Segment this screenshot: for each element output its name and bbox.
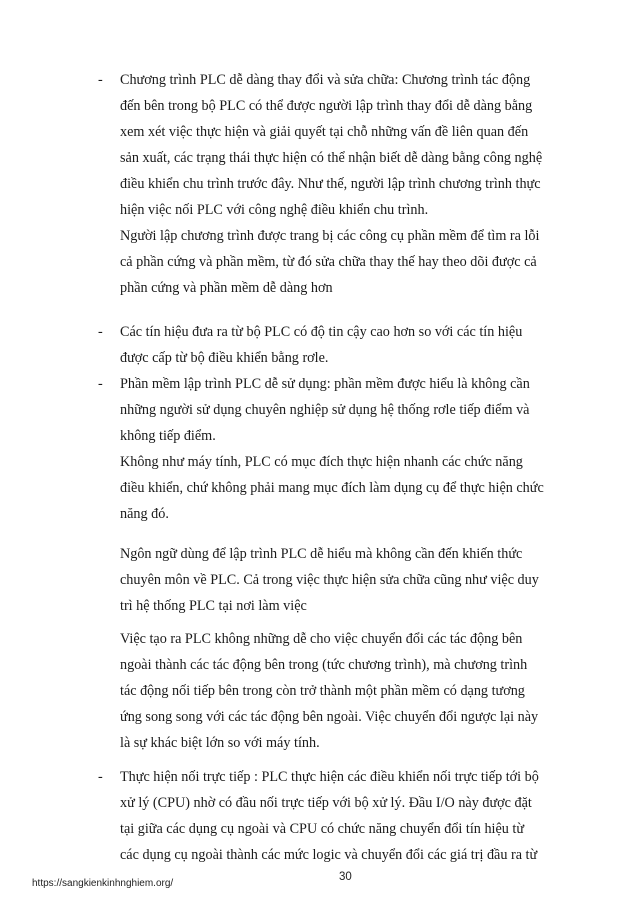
paragraph-1	[98, 67, 580, 301]
paragraph-3	[98, 371, 580, 527]
text-line: được cấp từ bộ điều khiển bằng rơle.	[120, 350, 329, 366]
text-line: cả phần cứng và phần mềm, từ đó sửa chữa thay thế hay theo dõi được cả	[120, 254, 537, 270]
text-line: trì hệ thống PLC tại nơi làm việc	[120, 598, 307, 614]
text-line: chuyên môn về PLC. Cả trong việc thực hiện sửa chữa cũng như việc duy	[120, 572, 539, 588]
text-line: hiện việc nối PLC với công nghệ điều khiển chu trình.	[120, 202, 429, 218]
paragraph-2	[98, 319, 580, 371]
paragraph-4	[120, 541, 580, 619]
text-line: Chương trình PLC dễ dàng thay đổi và sửa chữa: Chương trình tác động	[120, 72, 531, 88]
bullet-dash: -	[98, 376, 103, 392]
text-line: xử lý (CPU) nhờ có đầu nối trực tiếp với bộ xử lý. Đầu I/O này được đặt	[120, 795, 532, 811]
page-number: 30	[339, 871, 352, 883]
text-line: là sự khác biệt lớn so với máy tính.	[120, 735, 320, 751]
text-line: Thực hiện nối trực tiếp : PLC thực hiện các điều khiển nối trực tiếp tới bộ	[120, 769, 539, 785]
text-line: không tiếp điểm.	[120, 428, 216, 444]
bullet-dash: -	[98, 324, 103, 340]
paragraph-6	[98, 764, 580, 868]
text-line: ngoài thành các tác động bên trong (tức chương trình), mà chương trình	[120, 657, 528, 673]
bullet-dash: -	[98, 769, 103, 785]
text-line: tác động nối tiếp bên trong còn trở thành một phần mềm có dạng tương	[120, 683, 525, 699]
text-line: điều khiển, chứ không phải mang mục đích làm dụng cụ để thực hiện chức	[120, 480, 544, 496]
text-line: Ngôn ngữ dùng để lập trình PLC dễ hiểu mà không cần đến khiến thức	[120, 546, 523, 562]
text-line: phần cứng và phần mềm dễ dàng hơn	[120, 280, 333, 296]
text-line: Không như máy tính, PLC có mục đích thực hiện nhanh các chức năng	[120, 454, 523, 470]
text-line: sản xuất, các trạng thái thực hiện có thể nhận biết dễ dàng bằng công nghệ	[120, 150, 543, 166]
text-line: tại giữa các dụng cụ ngoài và CPU có chức năng chuyển đổi tín hiệu từ	[120, 821, 525, 837]
text-line: những người sử dụng chuyên nghiệp sử dụng hệ thống rơle tiếp điểm và	[120, 402, 530, 418]
text-line: đến bên trong bộ PLC có thể được người lập trình thay đổi dễ dàng bằng	[120, 98, 533, 114]
text-line: Phần mềm lập trình PLC dễ sử dụng: phần mềm được hiểu là không cần	[120, 376, 530, 392]
bullet-dash: -	[98, 72, 103, 88]
text-line: Việc tạo ra PLC không những dễ cho việc chuyển đổi các tác động bên	[120, 631, 523, 647]
paragraph-5	[120, 626, 580, 756]
text-line: ứng song song với các tác động bên ngoài. Việc chuyển đổi ngược lại này	[120, 709, 539, 725]
text-line: năng đó.	[120, 506, 169, 522]
footer-url[interactable]: https://sangkienkinhnghiem.org/	[32, 878, 174, 889]
text-line: Các tín hiệu đưa ra từ bộ PLC có độ tin cậy cao hơn so với các tín hiệu	[120, 324, 523, 340]
text-line: điều khiển chu trình trước đây. Như thế, người lập trình chương trình thực	[120, 176, 541, 192]
text-line: xem xét việc thực hiện và giải quyết tại chỗ những vấn đề liên quan đến	[120, 124, 529, 140]
text-line: Người lập chương trình được trang bị các công cụ phần mềm để tìm ra lỗi	[120, 228, 540, 244]
text-line: các dụng cụ ngoài thành các mức logic và chuyển đổi các giá trị đầu ra từ	[120, 847, 538, 863]
